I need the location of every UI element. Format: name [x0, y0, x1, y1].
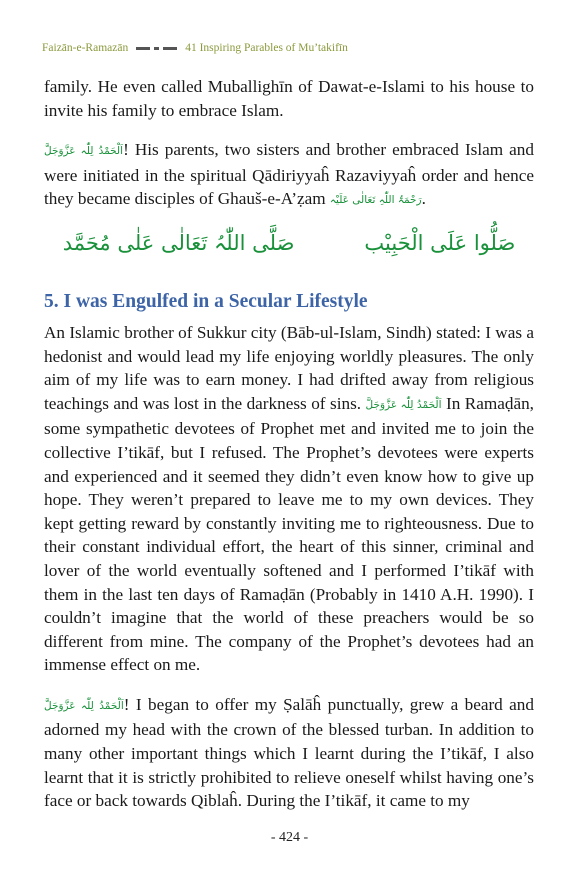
paragraph-end: .	[421, 189, 426, 209]
durood-line	[44, 231, 534, 255]
header-separator	[136, 47, 177, 50]
alhamdulillah-arabic: اَلْحَمْدُ لِلّٰہ عَزَّوَجَلَّ	[365, 398, 442, 411]
paragraph-text: ! I began to offer my Ṣalāĥ punctually, grew a beard and adorned my head with the crown of the blessed turban. In addition to many other important things which I learnt during the I’tikāf, I also learnt that it is strictly prohibited to relieve oneself whilst having one’s face or back towards Qiblaĥ. During the I’tikāf, it came to my	[44, 694, 534, 811]
chapter-title: 41 Inspiring Parables of Mu’takifīn	[185, 42, 348, 54]
honorific-arabic: رَحْمَۃُ اللّٰہِ تَعَالٰی عَلَیْہ	[329, 194, 422, 207]
paragraph-conversion	[44, 138, 534, 213]
section-title: 5. I was Engulfed in a Secular Lifestyle	[44, 290, 368, 312]
paragraph-continued	[44, 75, 534, 122]
paragraph-text: ! His parents, two sisters and brother embraced Islam and were initiated in the spiritual Qādiriyyaĥ Razaviyyaĥ order and hence they became disciples of Ghauš-e-A’ẓam	[44, 140, 534, 209]
page-body	[44, 75, 534, 829]
paragraph-story	[44, 321, 534, 677]
book-title: Faizān-e-Ramazān	[42, 42, 129, 54]
paragraph-change	[44, 693, 534, 813]
paragraph-text: In Ramaḍān, some sympathetic devotees of Prophet met and invited me to join the collective I’tikāf, but I refused. The Prophet’s devotees were experts and experienced and it seemed they didn’t even know how to give up hope. They weren’t prepared to leave me to my own devices. They kept getting reward by constantly inviting me to righteousness. Due to their constant individual effort, the heart of this sinner, criminal and lover of the world eventually softened and I performed I’tikāf with them in the last ten days of Ramaḍān (Probably in 1410 A.H. 1990). I couldn’t imagine that the world of these preachers would be so different from mine. The company of the Prophet’s devotees had an immense effect on me.	[44, 393, 534, 675]
durood-right: صَلَّی اللّٰہُ تَعَالٰی عَلٰی مُحَمَّد	[62, 230, 295, 255]
paragraph-text: family. He even called Muballighīn of Dawat-e-Islami to his house to invite his family to embrace Islam.	[44, 77, 534, 120]
paragraph-text: An Islamic brother of Sukkur city (Bāb-ul-Islam, Sindh) stated: I was a hedonist and would lead my life enjoying worldly pleasures. The only aim of my life was to earn money. I had drifted away from religious teachings and was lost in the darkness of sins.	[44, 322, 534, 413]
running-header	[42, 40, 542, 56]
page-number: - 424 -	[270, 830, 309, 845]
durood-left: صَلُّوا عَلَی الْحَبِیْب	[364, 230, 516, 255]
alhamdulillah-arabic: اَلْحَمْدُ لِلّٰہ عَزَّوَجَلَّ	[44, 699, 124, 712]
alhamdulillah-arabic: اَلْحَمْدُ لِلّٰہ عَزَّوَجَلَّ	[44, 145, 124, 158]
